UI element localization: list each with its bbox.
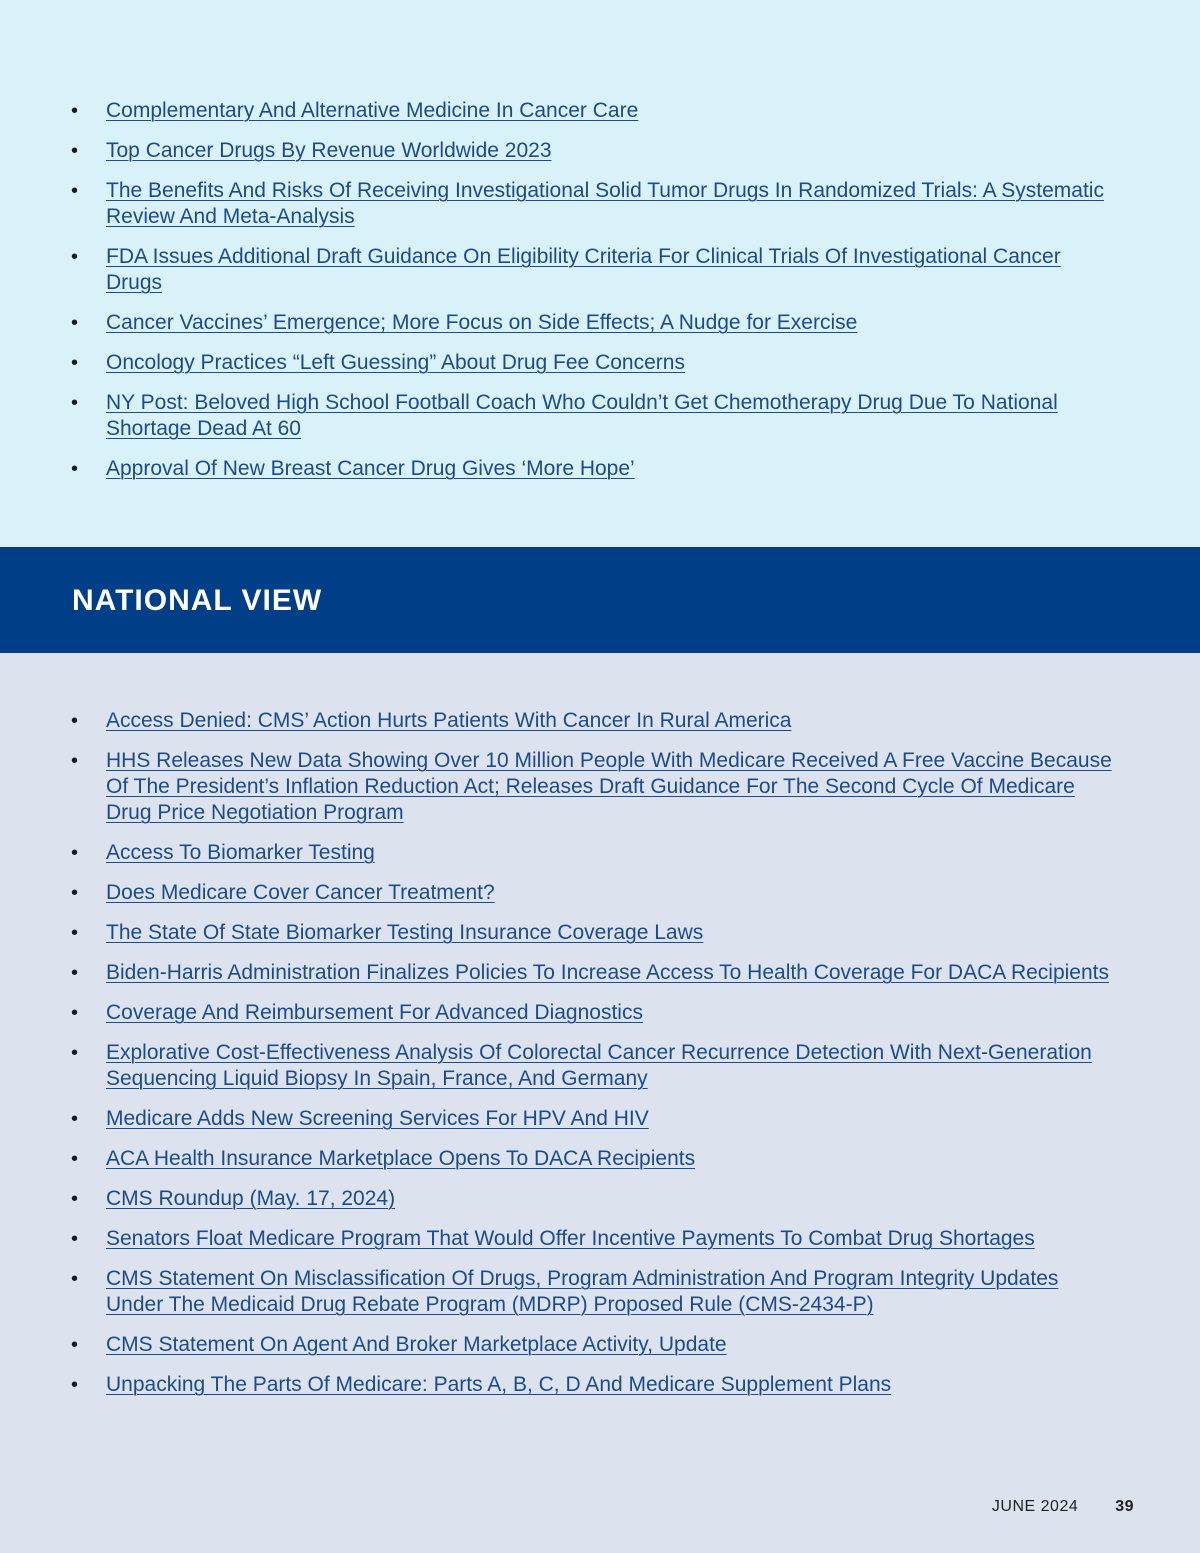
list-item [0,178,1200,230]
list-item [0,1106,1200,1132]
article-link[interactable]: Oncology Practices “Left Guessing” About Drug Fee Concerns [106,351,685,374]
article-link[interactable]: Access To Biomarker Testing [106,841,375,864]
article-link[interactable]: Explorative Cost-Effectiveness Analysis Of Colorectal Cancer Recurrence Detection With Next-Generation Sequencing Liquid Biopsy In Spain, France, And Germany [106,1041,1092,1090]
article-link[interactable]: The State Of State Biomarker Testing Insurance Coverage Laws [106,921,704,944]
bullet-icon: • [71,922,79,944]
article-link[interactable]: Approval Of New Breast Cancer Drug Gives ‘More Hope’ [106,457,635,480]
list-item [0,390,1200,442]
article-link[interactable]: Access Denied: CMS’ Action Hurts Patients With Cancer In Rural America [106,709,792,732]
list-item [0,840,1200,866]
article-link[interactable]: Complementary And Alternative Medicine In Cancer Care [106,99,639,122]
bullet-icon: • [71,1228,79,1250]
article-link[interactable]: Top Cancer Drugs By Revenue Worldwide 2023 [106,139,552,162]
bullet-icon: • [71,750,79,772]
list-item [0,98,1200,124]
bullet-icon: • [71,1374,79,1396]
bullet-icon: • [71,458,79,480]
list-item [0,1226,1200,1252]
list-item [0,138,1200,164]
article-link[interactable]: FDA Issues Additional Draft Guidance On Eligibility Criteria For Clinical Trials Of Investigational Cancer Drugs [106,245,1061,294]
bullet-icon: • [71,710,79,732]
list-item [0,1186,1200,1212]
article-link[interactable]: Does Medicare Cover Cancer Treatment? [106,881,495,904]
bullet-icon: • [71,1334,79,1356]
article-link[interactable]: The Benefits And Risks Of Receiving Investigational Solid Tumor Drugs In Randomized Trials: A Systematic Review And Meta-Analysis [106,179,1104,228]
bullet-icon: • [71,246,79,268]
bullet-icon: • [71,352,79,374]
bullet-icon: • [71,312,79,334]
bullet-icon: • [71,140,79,162]
list-item [0,708,1200,734]
list-item [0,748,1200,826]
bullet-icon: • [71,100,79,122]
article-link[interactable]: CMS Statement On Misclassification Of Drugs, Program Administration And Program Integrity Updates Under The Medicaid Drug Rebate Program (MDRP) Proposed Rule (CMS-2434-P) [106,1267,1059,1316]
article-link[interactable]: HHS Releases New Data Showing Over 10 Million People With Medicare Received A Free Vaccine Because Of The President’s Inflation Reduction Act; Releases Draft Guidance For The Second Cycle Of Medicare Drug Price Negotiation Program [106,749,1112,824]
article-link[interactable]: Unpacking The Parts Of Medicare: Parts A, B, C, D And Medicare Supplement Plans [106,1373,892,1396]
article-link[interactable]: NY Post: Beloved High School Football Coach Who Couldn’t Get Chemotherapy Drug Due To National Shortage Dead At 60 [106,391,1058,440]
list-item [0,880,1200,906]
article-link[interactable]: CMS Statement On Agent And Broker Marketplace Activity, Update [106,1333,727,1356]
list-item [0,1266,1200,1318]
article-link[interactable]: ACA Health Insurance Marketplace Opens To DACA Recipients [106,1147,696,1170]
list-item [0,1000,1200,1026]
article-link[interactable]: CMS Roundup (May. 17, 2024) [106,1187,396,1210]
national-link-list [0,708,1200,1412]
list-item [0,244,1200,296]
section-title: NATIONAL VIEW [72,584,323,617]
list-item [0,1040,1200,1092]
list-item [0,1146,1200,1172]
bullet-icon: • [71,1002,79,1024]
list-item [0,1332,1200,1358]
bullet-icon: • [71,1188,79,1210]
list-item [0,310,1200,336]
page-footer [992,1498,1134,1516]
bullet-icon: • [71,392,79,414]
bullet-icon: • [71,882,79,904]
article-link[interactable]: Biden-Harris Administration Finalizes Policies To Increase Access To Health Coverage For DACA Recipients [106,961,1109,984]
article-link[interactable]: Medicare Adds New Screening Services For HPV And HIV [106,1107,649,1130]
list-item [0,456,1200,482]
bullet-icon: • [71,1042,79,1064]
page-number: 39 [1115,1498,1134,1515]
list-item [0,350,1200,376]
bullet-icon: • [71,1108,79,1130]
article-link[interactable]: Coverage And Reimbursement For Advanced Diagnostics [106,1001,643,1024]
list-item [0,1372,1200,1398]
article-link[interactable]: Senators Float Medicare Program That Would Offer Incentive Payments To Combat Drug Shortages [106,1227,1035,1250]
bullet-icon: • [71,1148,79,1170]
bullet-icon: • [71,180,79,202]
bullet-icon: • [71,842,79,864]
bullet-icon: • [71,962,79,984]
top-link-list [0,98,1200,496]
list-item [0,920,1200,946]
bullet-icon: • [71,1268,79,1290]
article-link[interactable]: Cancer Vaccines’ Emergence; More Focus on Side Effects; A Nudge for Exercise [106,311,858,334]
footer-date: JUNE 2024 [991,1498,1079,1515]
list-item [0,960,1200,986]
